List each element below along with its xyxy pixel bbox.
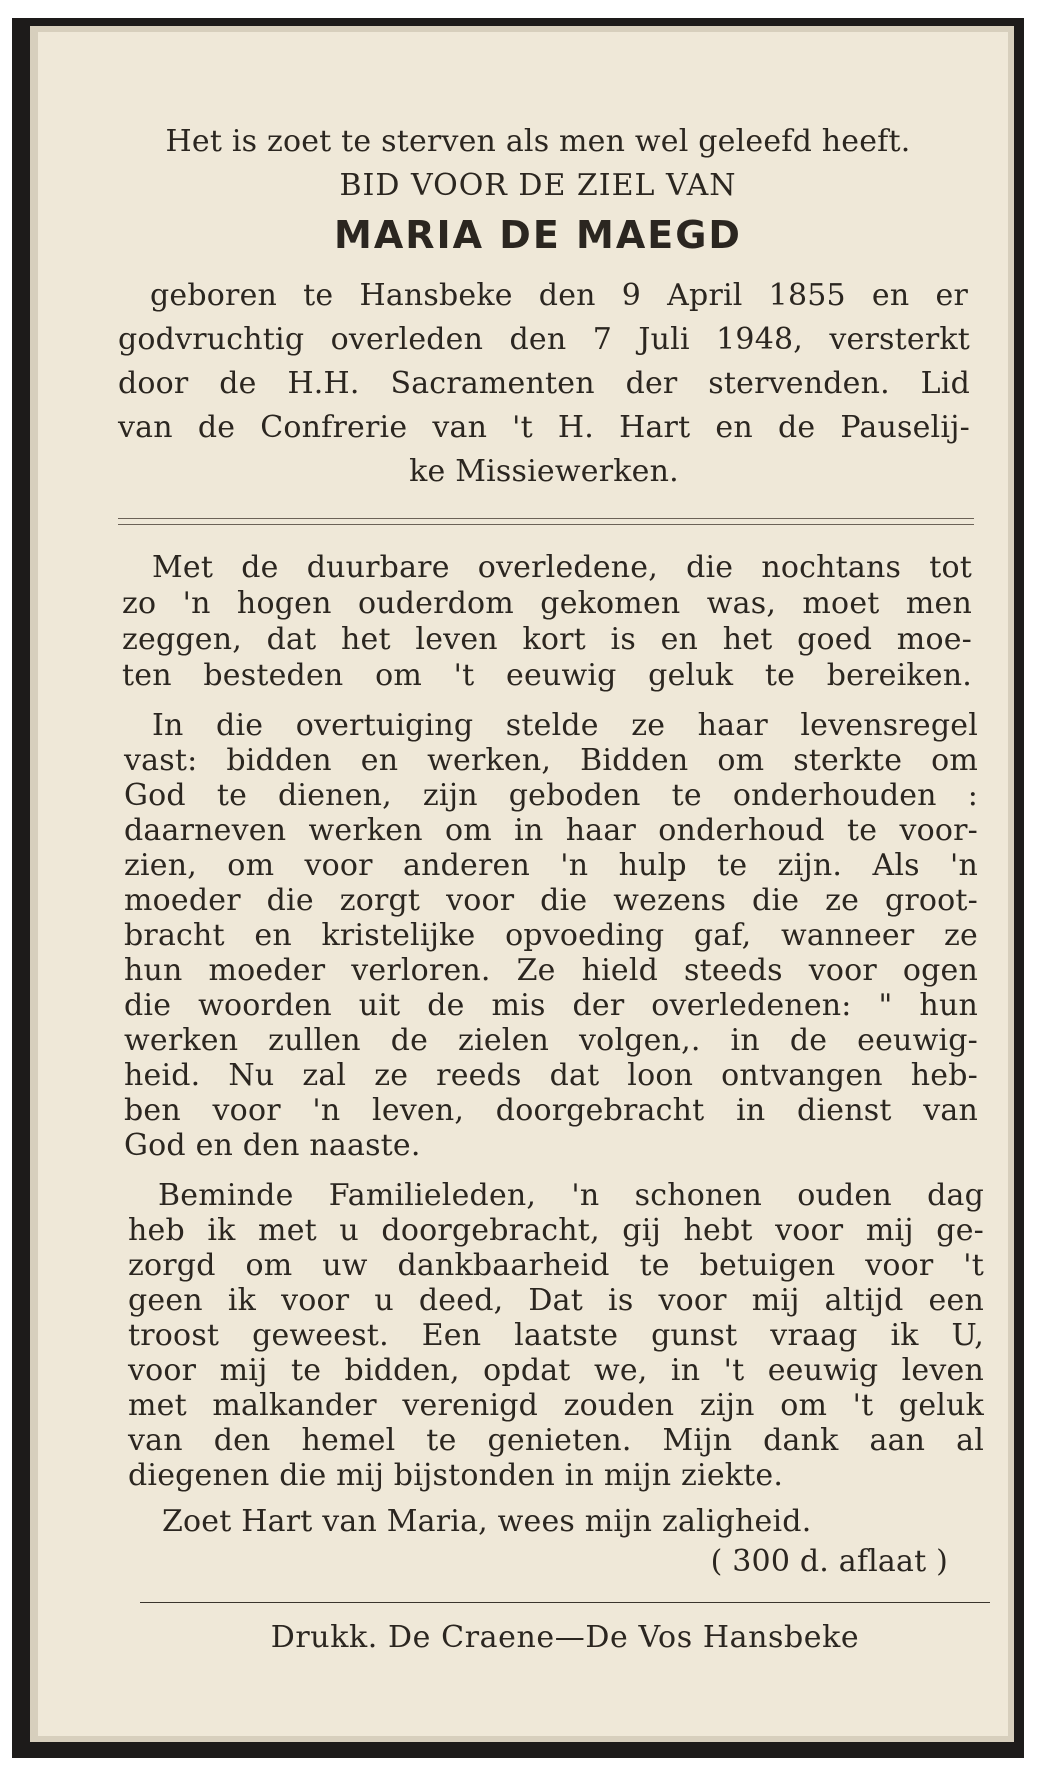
footer-rule [140, 1602, 990, 1603]
intro-line: van de Confrerie van 't H. Hart en de Pauselij- [118, 410, 970, 445]
paragraph-line: die woorden uit de mis der overledenen: " hun [124, 988, 978, 1023]
paragraph-line: heb ik met u doorgebracht, gij hebt voor mij ge- [128, 1213, 984, 1248]
memorial-card [12, 18, 1024, 1758]
paragraph-line: God en den naaste. [124, 1128, 421, 1163]
paragraph-line: In die overtuiging stelde ze haar levensregel [152, 708, 978, 743]
double-rule-top [118, 518, 974, 519]
double-rule-bottom [118, 524, 974, 525]
paragraph-line: zorgd om uw dankbaarheid te betuigen voor 't [128, 1248, 984, 1283]
intro-line: door de H.H. Sacramenten der stervenden. Lid [118, 366, 970, 401]
paragraph-line: moeder die zorgt voor die wezens die ze groot- [124, 883, 978, 918]
paragraph-line: Met de duurbare overledene, die nochtans tot [152, 550, 972, 585]
paragraph-line: geen ik voor u deed, Dat is voor mij altijd een [128, 1283, 984, 1318]
closing-prayer: Zoet Hart van Maria, wees mijn zaligheid. [162, 1504, 812, 1539]
prayer-heading: BID VOOR DE ZIEL VAN [339, 168, 737, 203]
paragraph-line: God te dienen, zijn geboden te onderhouden : [124, 778, 978, 813]
paragraph-line: werken zullen de zielen volgen,. in de eeuwig- [124, 1023, 978, 1058]
intro-line: ke Missiewerken. [409, 454, 679, 489]
paragraph-line: ten besteden om 't eeuwig geluk te bereiken. [122, 658, 972, 693]
intro-line: godvruchtig overleden den 7 Juli 1948, versterkt [118, 322, 970, 357]
paragraph-line: bracht en kristelijke opvoeding gaf, wanneer ze [124, 918, 978, 953]
motto: Het is zoet te sterven als men wel geleefd heeft. [165, 124, 911, 159]
paragraph-line: ben voor 'n leven, doorgebracht in dienst van [124, 1093, 978, 1128]
paragraph-line: voor mij te bidden, opdat we, in 't eeuwig leven [128, 1353, 984, 1388]
indulgence-note: ( 300 d. aflaat ) [710, 1544, 948, 1579]
card-paper [38, 32, 1008, 1736]
paragraph-line: daarneven werken om in haar onderhoud te voor- [124, 813, 978, 848]
paragraph-line: Beminde Familieleden, 'n schonen ouden dag [158, 1178, 984, 1213]
paragraph-line: vast: bidden en werken, Bidden om sterkte om [124, 743, 978, 778]
paragraph-line: van den hemel te genieten. Mijn dank aan al [128, 1423, 984, 1458]
paragraph-line: zien, om voor anderen 'n hulp te zijn. Als 'n [124, 848, 978, 883]
paragraph-line: heid. Nu zal ze reeds dat loon ontvangen heb- [124, 1058, 978, 1093]
deceased-name: MARIA DE MAEGD [334, 213, 742, 257]
paragraph-line: hun moeder verloren. Ze hield steeds voor ogen [124, 953, 978, 988]
paragraph-line: met malkander verenigd zouden zijn om 't geluk [128, 1388, 984, 1423]
paragraph-line: zeggen, dat het leven kort is en het goed moe- [122, 622, 972, 657]
intro-line: geboren te Hansbeke den 9 April 1855 en er [150, 278, 968, 313]
paragraph-line: zo 'n hogen ouderdom gekomen was, moet men [122, 586, 972, 621]
paragraph-line: diegenen die mij bijstonden in mijn ziekte. [128, 1458, 784, 1493]
printer-credit: Drukk. De Craene—De Vos Hansbeke [270, 1620, 860, 1655]
paragraph-line: troost geweest. Een laatste gunst vraag ik U, [128, 1318, 984, 1353]
